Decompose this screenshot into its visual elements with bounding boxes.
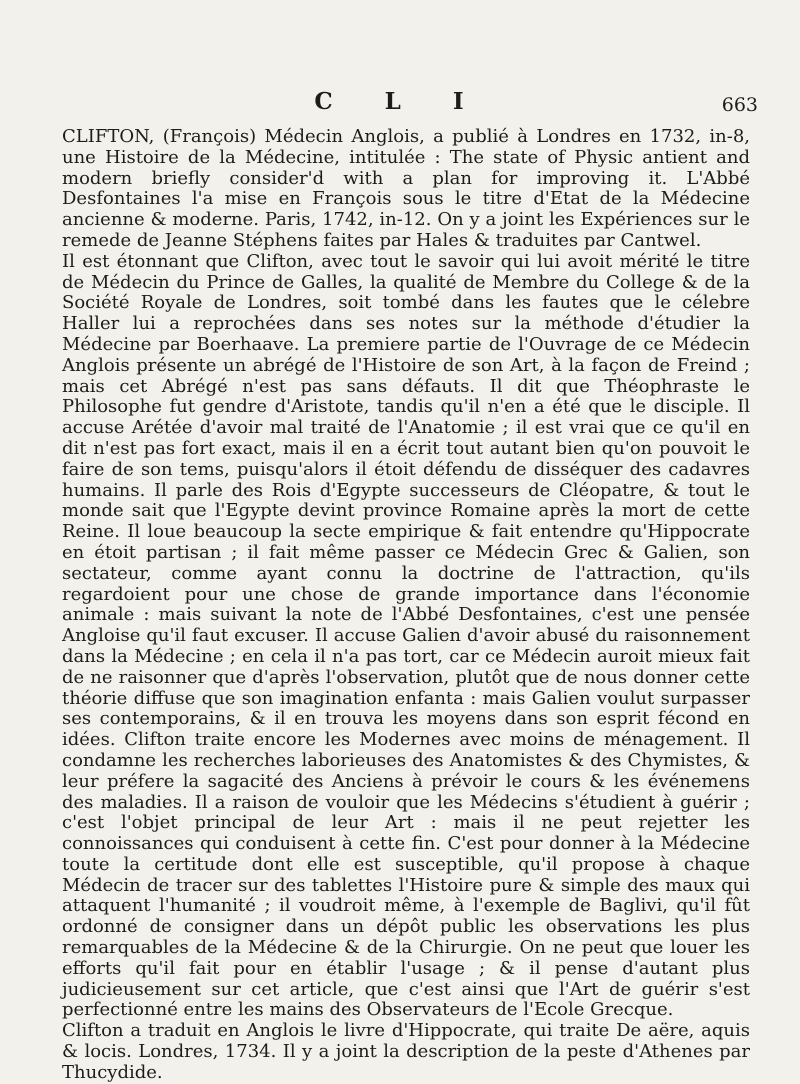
running-head: C L I: [314, 88, 486, 115]
paragraph-clifton-entry: CLIFTON, (François) Médecin Anglois, a publié à Londres en 1732, in-8, une Histoire de la Médecine, intitulée : The state of Physic antient and modern briefly consider'd with a plan for improving it. L'Abbé Desfontaines l'a mise en François sous le titre d'Etat de la Médecine ancienne & moderne. Paris, 1742, in-12. On y a joint les Expériences sur le remede de Jeanne Stéphens faites par Hales & traduites par Cantwel.: [62, 126, 750, 251]
paragraph-critique: Il est étonnant que Clifton, avec tout le savoir qui lui avoit mérité le titre de Médecin du Prince de Galles, la qualité de Membre du College & de la Société Royale de Londres, soit tombé dans les fautes que le célebre Haller lui a reprochées dans ses notes sur la méthode d'étudier la Médecine par Boerhaave. La premiere partie de l'Ouvrage de ce Médecin Anglois présente un abrégé de l'Histoire de son Art, à la façon de Freind ; mais cet Abrégé n'est pas sans défauts. Il dit que Théophraste le Philosophe fut gendre d'Aristote, tandis qu'il n'en a été que le disciple. Il accuse Arétée d'avoir mal traité de l'Anatomie ; il est vrai que ce qu'il en dit n'est pas fort exact, mais il en a écrit tout autant bien qu'on pouvoit le faire de son tems, puisqu'alors il étoit défendu de disséquer des cadavres humains. Il parle des Rois d'Egypte successeurs de Cléopatre, & tout le monde sait que l'Egypte devint province Romaine après la mort de cette Reine. Il loue beaucoup la secte empirique & fait entendre qu'Hippocrate en étoit partisan ; il fait même passer ce Médecin Grec & Galien, son sectateur, comme ayant connu la doctrine de l'attraction, qu'ils regardoient pour une chose de grande importance dans l'économie animale : mais suivant la note de l'Abbé Desfontaines, c'est une pensée Angloise qu'il faut excuser. Il accuse Galien d'avoir abusé du raisonnement dans la Médecine ; en cela il n'a pas tort, car ce Médecin auroit mieux fait de ne raisonner que d'après l'observation, plutôt que de nous donner cette théorie diffuse que son imagination enfanta : mais Galien voulut surpasser ses contemporains, & il en trouva les moyens dans son esprit fécond en idées. Clifton traite encore les Modernes avec moins de ménagement. Il condamne les recherches laborieuses des Anatomistes & des Chymistes, & leur préfere la sagacité des Anciens à prévoir le cours & les événemens des maladies. Il a raison de vouloir que les Médecins s'étudient à guérir ; c'est l'objet principal de leur Art : mais il ne peut rejetter les connoissances qui conduisent à cette fin. C'est pour donner à la Médecine toute la certitude dont elle est susceptible, qu'il propose à chaque Médecin de tracer sur des tablettes l'Histoire pure & simple des maux qui attaquent l'humanité ; il voudroit même, à l'exemple de Baglivi, qu'il fût ordonné de consigner dans un dépôt public les observations les plus remarquables de la Médecine & de la Chirurgie. On ne peut que louer les efforts qu'il fait pour en établir l'usage ; & il pense d'autant plus judicieusement sur cet article, que c'est ainsi que l'Art de guérir s'est perfectionné entre les mains des Observateurs de l'Ecole Grecque.: [62, 250, 750, 1021]
paragraph-translation: Clifton a traduit en Anglois le livre d'Hippocrate, qui traite De aëre, aquis & locis. Londres, 1734. Il y a joint la description de la peste d'Athenes par Thucydide.: [62, 1020, 750, 1083]
page-header: [0, 88, 800, 118]
body-text: [62, 127, 750, 1084]
page-number: 663: [721, 94, 758, 116]
